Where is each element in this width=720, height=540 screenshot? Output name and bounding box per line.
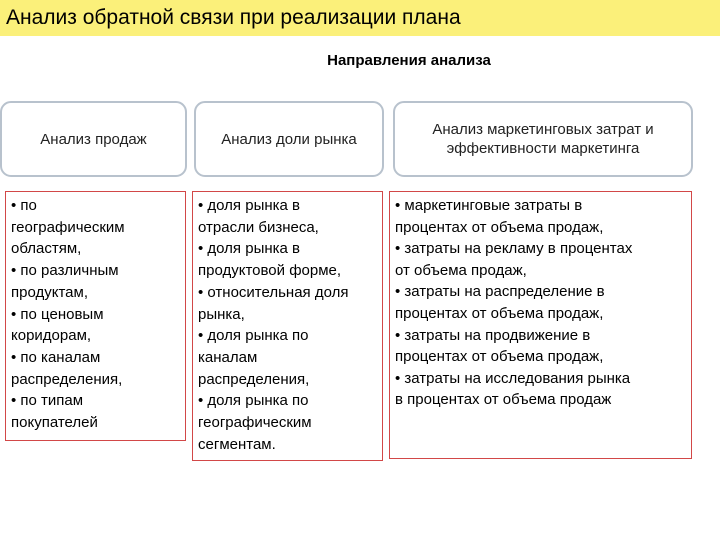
list-item: • по типам: [11, 392, 84, 410]
section-subtitle: Направления анализа: [327, 52, 491, 69]
list-item: сегментам.: [198, 435, 276, 453]
list-item: • доля рынка по: [198, 392, 309, 410]
list-item: отрасли бизнеса,: [198, 218, 319, 236]
header-marketing-costs-line-2: эффективности маркетинга: [446, 140, 640, 157]
list-item: • по: [11, 197, 37, 214]
slide-title: Анализ обратной связи при реализации плана: [6, 6, 461, 29]
list-item: процентах от объема продаж,: [395, 348, 604, 366]
list-item: каналам: [198, 348, 258, 366]
list-item: • доля рынка в: [198, 240, 301, 258]
list-item: продуктам,: [11, 283, 88, 301]
list-item: • маркетинговые затраты в: [395, 197, 583, 214]
list-item: • затраты на исследования рынка: [395, 369, 631, 387]
header-marketing-costs-line-1: Анализ маркетинговых затрат и: [432, 121, 654, 138]
list-item: географическим: [198, 414, 312, 432]
list-item: покупателей: [11, 414, 98, 432]
header-marketing-costs-analysis: [393, 101, 693, 177]
slide-title-bar: [0, 0, 720, 36]
list-item: • по ценовым: [11, 305, 104, 323]
list-item: • по каналам: [11, 348, 101, 366]
list-item: • относительная доля: [198, 283, 349, 301]
body-marketing-costs-analysis: [389, 191, 692, 459]
list-item: областям,: [11, 240, 82, 258]
list-item: • доля рынка по: [198, 327, 309, 345]
list-item: рынка,: [198, 305, 245, 323]
header-market-share-analysis-label: Анализ доли рынка: [221, 130, 357, 148]
header-market-share-analysis: [194, 101, 384, 177]
list-item: • затраты на распределение в: [395, 283, 605, 301]
list-item: • доля рынка в: [198, 197, 301, 214]
list-item: географическим: [11, 218, 125, 236]
body-market-share-analysis: [192, 191, 383, 461]
list-item: • затраты на продвижение в: [395, 326, 591, 344]
list-item: распределения,: [11, 370, 123, 388]
body-sales-analysis: [5, 191, 186, 441]
header-sales-analysis: [0, 101, 187, 177]
list-item: процентах от объема продаж,: [395, 218, 604, 236]
list-item: • затраты на рекламу в процентах: [395, 240, 633, 258]
list-item: • по различным: [11, 262, 119, 280]
list-item: коридорам,: [11, 327, 92, 345]
list-item: распределения,: [198, 370, 310, 388]
list-item: продуктовой форме,: [198, 262, 342, 280]
list-item: в процентах от объема продаж: [395, 391, 612, 409]
list-item: процентах от объема продаж,: [395, 304, 604, 322]
header-sales-analysis-label: Анализ продаж: [40, 130, 147, 148]
list-item: от объема продаж,: [395, 261, 527, 279]
